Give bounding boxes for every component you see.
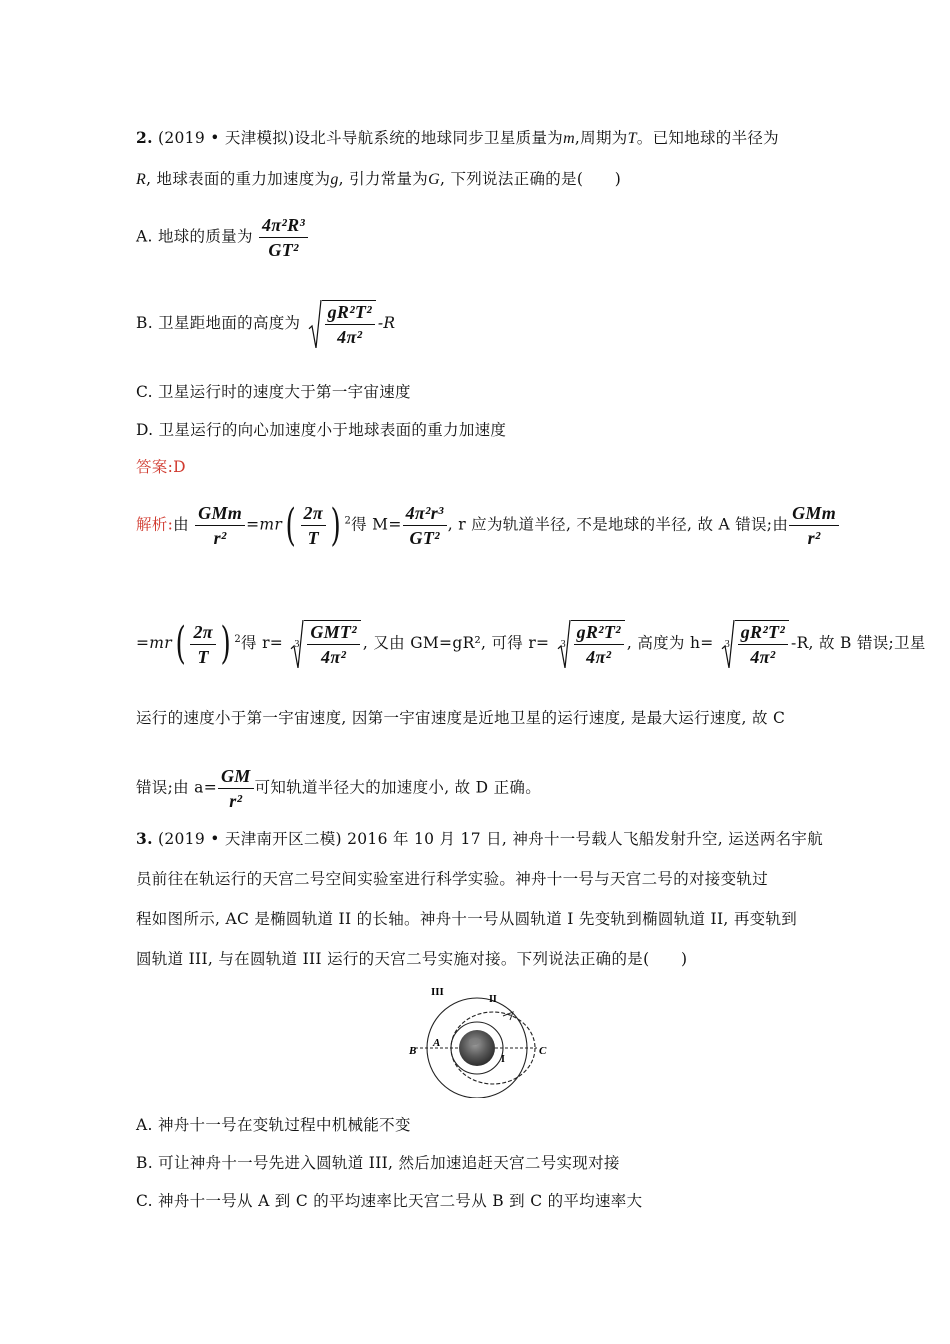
label-a: A — [433, 1037, 441, 1049]
q3-stem-line3: 程如图所示, AC 是椭圆轨道 II 的长轴。神舟十一号从圆轨道 I 先变轨到椭圆轨道 II, 再变轨到 — [136, 910, 798, 928]
fraction-denominator: 4π² — [321, 647, 347, 667]
cube-root-3: 3 $\frac{\text{gR²T²}}{\text{4π²}}$ — [721, 620, 789, 668]
q2-stem-text: , 下列说法正确的是( ) — [439, 170, 622, 188]
left-paren: ( — [175, 618, 186, 669]
fraction-numerator: 2π — [301, 502, 326, 526]
fraction-denominator: r² — [807, 528, 821, 548]
label-c: C — [539, 1045, 547, 1057]
option-a-fraction — [259, 214, 308, 261]
q2-number: 2. — [136, 128, 153, 147]
analysis-text: 可知轨道半径大的加速度小, 故 D 正确。 — [254, 778, 542, 797]
fraction-denominator: r² — [213, 528, 227, 548]
analysis-text: =mr — [246, 515, 283, 534]
var-G: G — [428, 171, 440, 188]
exponent: 2 — [344, 515, 352, 527]
q2-stem-text: 设北斗导航系统的地球同步卫星质量为 — [294, 129, 564, 147]
q2-answer — [136, 456, 186, 478]
q2-option-b — [136, 300, 395, 348]
exponent: 2 — [234, 633, 242, 645]
right-paren: ) — [220, 618, 231, 669]
q3-stem-line2: 员前往在轨运行的天宫二号空间实验室进行科学实验。神舟十一号与天宫二号的对接变轨过 — [136, 870, 769, 888]
var-T: T — [627, 130, 637, 147]
q2-analysis-line3: 运行的速度小于第一宇宙速度, 因第一宇宙速度是近地卫星的运行速度, 是最大运行速度, 故 C — [136, 709, 786, 727]
analysis-text: 得 M= — [351, 515, 402, 534]
fraction-numerator: 2π — [190, 621, 215, 645]
answer-label: 答案: — [136, 458, 174, 476]
option-a-label: A. 地球的质量为 — [136, 227, 253, 246]
var-g: g — [330, 171, 339, 188]
analysis-text: -R, 故 B 错误;卫星 — [791, 634, 926, 652]
q3-stem-line1 — [136, 828, 823, 850]
q2-option-c: C. 卫星运行时的速度大于第一宇宙速度 — [136, 383, 411, 401]
analysis-text: 得 r= — [241, 634, 284, 652]
fraction-numerator: GMm — [195, 502, 245, 526]
left-paren: ( — [285, 499, 297, 551]
label-ii: II — [489, 994, 497, 1005]
fraction-numerator: GM — [218, 765, 254, 789]
analysis-text: , 高度为 h= — [626, 634, 714, 652]
q3-stem-text: (2019 • 天津南开区二模) 2016 年 10 月 17 日, 神舟十一号载人飞船发射升空, 运送两名宇航 — [158, 830, 824, 848]
analysis-text: 错误;由 a= — [136, 778, 217, 797]
q2-stem-line1 — [136, 127, 779, 150]
fraction-denominator: T — [197, 646, 209, 667]
fraction-numerator: gR²T² — [738, 621, 788, 645]
fraction-denominator: T — [307, 528, 319, 548]
analysis-text: =mr — [136, 634, 172, 652]
analysis-text: , 又由 GM=gR², 可得 r= — [362, 634, 550, 652]
analysis-text: , r 应为轨道半径, 不是地球的半径, 故 A 错误;由 — [447, 515, 789, 534]
radical-sign-icon — [308, 300, 322, 348]
var-R: R — [136, 171, 147, 188]
q2-source: (2019 • 天津模拟) — [158, 129, 295, 147]
orbit-diagram — [405, 980, 550, 1098]
fraction-denominator: GT² — [409, 528, 440, 548]
analysis-label: 解析: — [136, 515, 174, 534]
fraction-denominator: 4π² — [750, 647, 776, 667]
q3-option-c: C. 神舟十一号从 A 到 C 的平均速率比天宫二号从 B 到 C 的平均速率大 — [136, 1192, 643, 1210]
q2-analysis-line4 — [136, 765, 541, 812]
option-b-radical — [308, 300, 376, 348]
q3-number: 3. — [136, 829, 153, 848]
option-b-tail: -R — [377, 314, 396, 332]
q3-option-b: B. 可让神舟十一号先进入圆轨道 III, 然后加速追赶天宫二号实现对接 — [136, 1154, 620, 1172]
analysis-text: 由 — [173, 515, 189, 534]
label-iii: III — [431, 986, 444, 998]
q2-analysis-line1 — [136, 499, 840, 551]
q2-stem-text: ,周期为 — [574, 129, 628, 147]
fraction-numerator: GMT² — [307, 621, 360, 645]
fraction-numerator: gR²T² — [325, 301, 375, 325]
earth-icon — [459, 1030, 495, 1066]
right-paren: ) — [330, 499, 341, 551]
q2-option-a — [136, 214, 309, 261]
fraction-denominator: r² — [229, 791, 243, 811]
q2-stem-text: , 地球表面的重力加速度为 — [146, 170, 331, 188]
q2-stem-text: , 引力常量为 — [338, 170, 429, 188]
label-b: B — [409, 1045, 417, 1057]
label-i: I — [501, 1054, 505, 1065]
fraction-denominator: 4π² — [586, 647, 612, 667]
answer-value: D — [173, 458, 186, 476]
fraction-denominator: 4π² — [337, 327, 363, 347]
q3-option-a: A. 神舟十一号在变轨过程中机械能不变 — [136, 1116, 411, 1134]
q2-option-d: D. 卫星运行的向心加速度小于地球表面的重力加速度 — [136, 421, 507, 439]
fraction-numerator: 4π²r³ — [403, 502, 447, 526]
option-b-label: B. 卫星距地面的高度为 — [136, 314, 301, 332]
q3-stem-line4: 圆轨道 III, 与在圆轨道 III 运行的天宫二号实施对接。下列说法正确的是( ) — [136, 950, 688, 968]
q2-stem-line2 — [136, 168, 621, 191]
var-m: m — [563, 130, 575, 147]
fraction-numerator: gR²T² — [574, 621, 624, 645]
q2-analysis-line2 — [136, 620, 926, 668]
fraction-denominator: GT² — [268, 240, 299, 260]
cube-root-1: 3 $\frac{\text{GMT²}}{\text{4π²}}$ — [290, 620, 361, 668]
fraction-numerator: 4π²R³ — [259, 214, 308, 238]
fraction-numerator: GMm — [789, 502, 839, 526]
cube-root-2: 3 $\frac{\text{gR²T²}}{\text{4π²}}$ — [557, 620, 625, 668]
q2-stem-text: 。已知地球的半径为 — [636, 129, 779, 147]
